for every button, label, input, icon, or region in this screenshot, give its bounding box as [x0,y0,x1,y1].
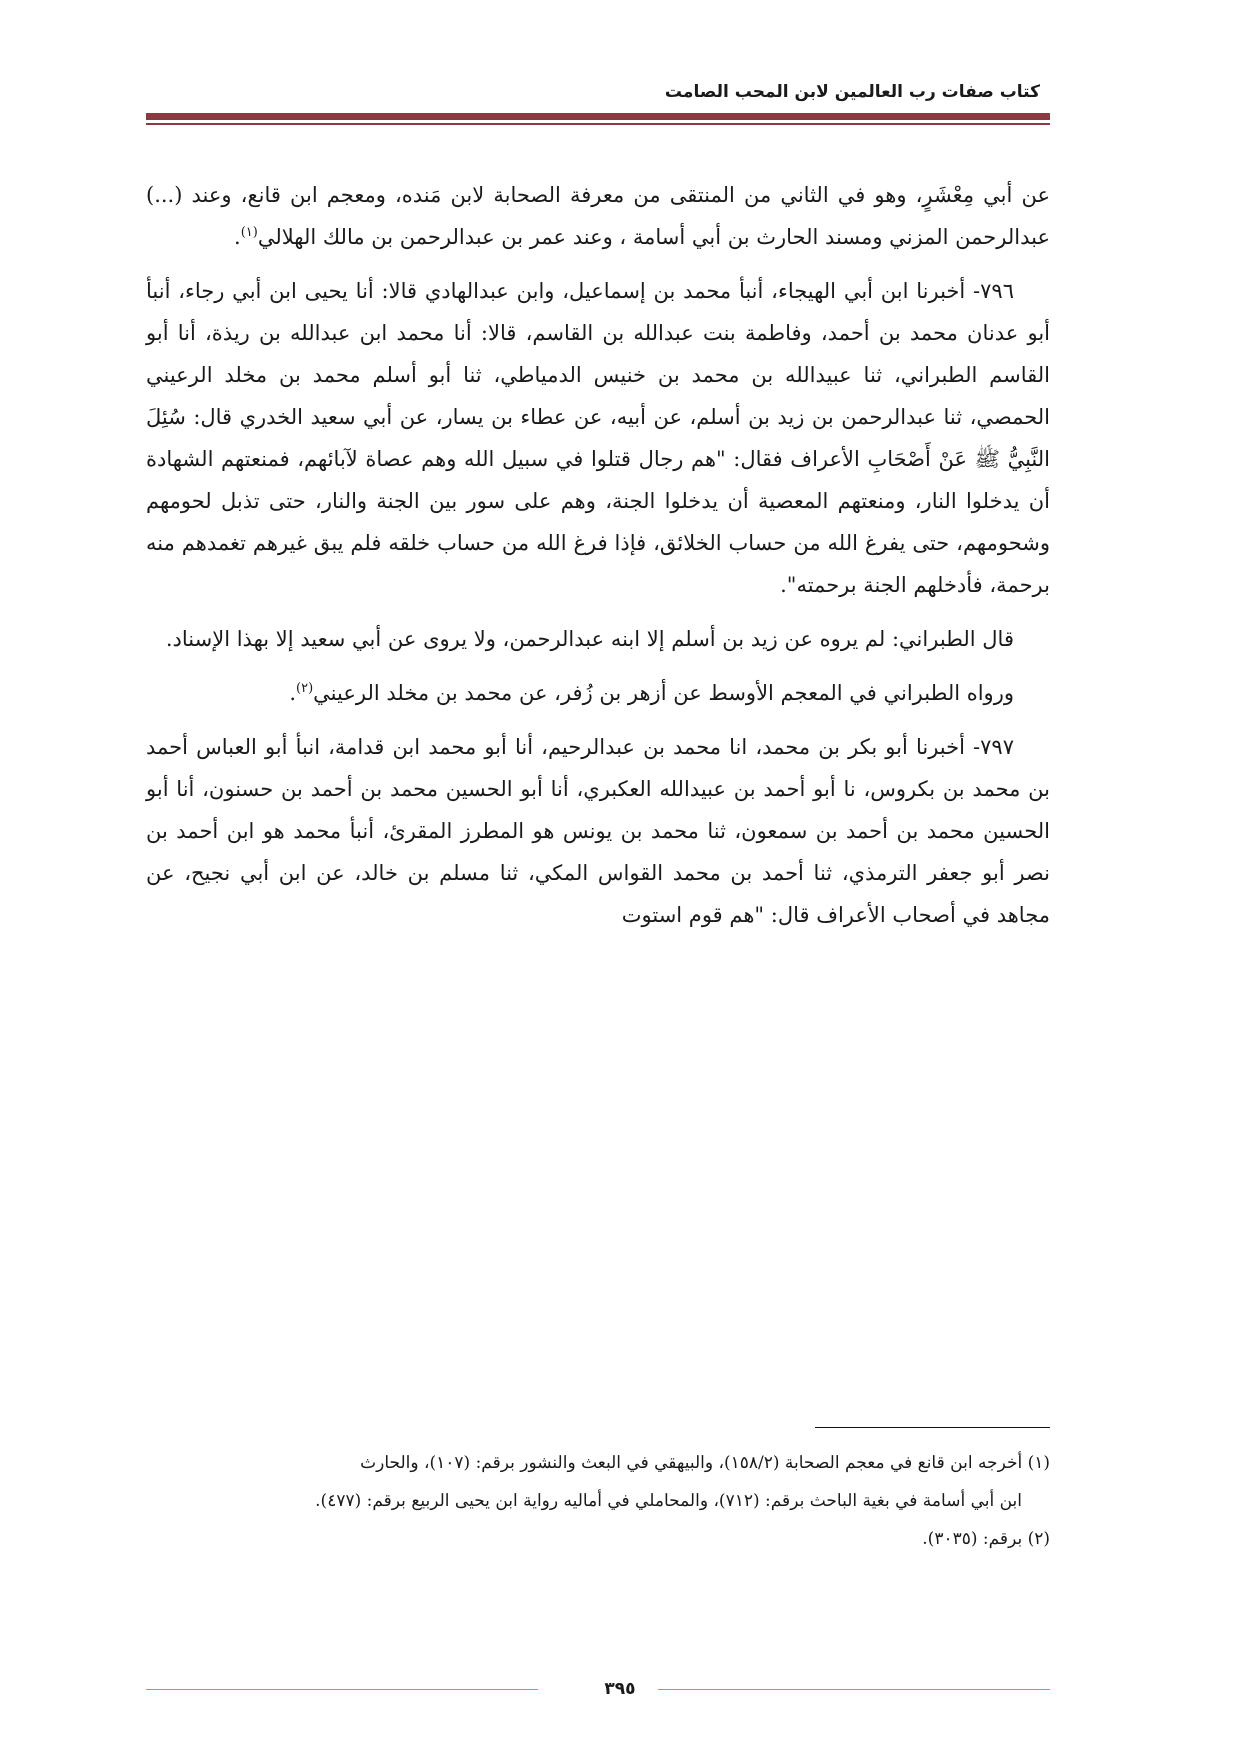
footnote-separator [815,1427,1050,1428]
paragraph-4 [146,672,1050,714]
paragraph-tabarani-comment: قال الطبراني: لم يروه عن زيد بن أسلم إلا ابنه عبدالرحمن، ولا يروى عن أبي سعيد إلا بهذا الإسناد. [165,627,1014,651]
hadith-796: ٧٩٦- أخبرنا ابن أبي الهيجاء، أنبأ محمد بن إسماعيل، وابن عبدالهادي قالا: أنا يحيى ابن أبي رجاء، أنبأ أبو عدنان محمد بن أحمد، وفاطمة بنت عبدالله بن القاسم، قالا: أنا محمد ابن عبدالله بن ريذة، أنا أبو القاسم الطبراني، ثنا عبيدالله بن محمد بن خنيس الدمياطي، ثنا أبو أسلم محمد بن مخلد الرعيني الحمصي، ثنا عبدالرحمن بن زيد بن أسلم، عن أبيه، عن عطاء بن يسار، عن أبي سعيد الخدري قال: سُئِلَ النَّبِيُّ ﷺ عَنْ أَصْحَابِ الأعراف فقال: "هم رجال قتلوا في سبيل الله وهم عصاة لآبائهم، فمنعتهم الشهادة أن يدخلوا النار، ومنعتهم المعصية أن يدخلوا الجنة، وهم على سور بين الجنة والنار، حتى تذبل لحومهم وشحومهم، حتى يفرغ الله من حساب الخلائق، فإذا فرغ الله من حساب خلقه فلم يبق غيرهم تغمدهم منه برحمة، فأدخلهم الجنة برحمته". [146,279,1050,597]
paragraph-4-end: . [289,681,297,705]
running-header-title: كتاب صفات رب العالمين لابن المحب الصامت [664,82,1040,102]
page-number: ٣٩٥ [604,1679,636,1699]
footnote-ref-1: (١) [240,225,258,240]
footnote-1-line-1: (١) أخرجه ابن قانع في معجم الصحابة (١٥٨/٢)، والبيهقي في البعث والنشور برقم: (١٠٧)، والحارث [360,1453,1050,1473]
paragraph-1-end: . [234,225,241,249]
paragraph-1-text: عن أبي مِعْشَرٍ، وهو في الثاني من المنتقى من معرفة الصحابة لابن مَنده، ومعجم ابن قانع، وعند (...) عبدالرحمن المزني ومسند الحارث بن أبي أسامة ، وعند عمر بن عبدالرحمن بن مالك الهلالي [146,183,1050,249]
footnotes [146,1444,1050,1558]
footnote-ref-2: (٢) [296,681,314,696]
header-rule-thick [146,113,1050,120]
footer-rule-left [146,1689,538,1690]
paragraph-4-text: ورواه الطبراني في المعجم الأوسط عن أزهر بن زُفر، عن محمد بن مخلد الرعيني [313,681,1014,705]
main-text [146,174,1050,948]
header-rule-thin [146,123,1050,125]
footnote-2: (٢) برقم: (٣٠٣٥). [922,1529,1050,1549]
paragraph-1 [146,174,1050,258]
footer-rule-right [658,1689,1050,1690]
hadith-797: ٧٩٧- أخبرنا أبو بكر بن محمد، انا محمد بن عبدالرحيم، أنا أبو محمد ابن قدامة، انبأ أبو العباس أحمد بن محمد بن بكروس، نا أبو أحمد بن عبيدالله العكبري، أنا أبو الحسين محمد بن أحمد بن حسنون، أنا أبو الحسين محمد بن أحمد بن سمعون، ثنا محمد بن يونس هو المطرز المقرئ، أنبأ محمد هو ابن أحمد بن نصر أبو جعفر الترمذي، ثنا أحمد بن محمد القواس المكي، ثنا مسلم بن خالد، عن ابن أبي نجيح، عن مجاهد في أصحاب الأعراف قال: "هم قوم استوت [146,735,1050,927]
footnote-1-line-2: ابن أبي أسامة في بغية الباحث برقم: (٧١٢)، والمحاملي في أماليه رواية ابن يحيى الربيع برقم: (٤٧٧). [315,1491,1022,1511]
